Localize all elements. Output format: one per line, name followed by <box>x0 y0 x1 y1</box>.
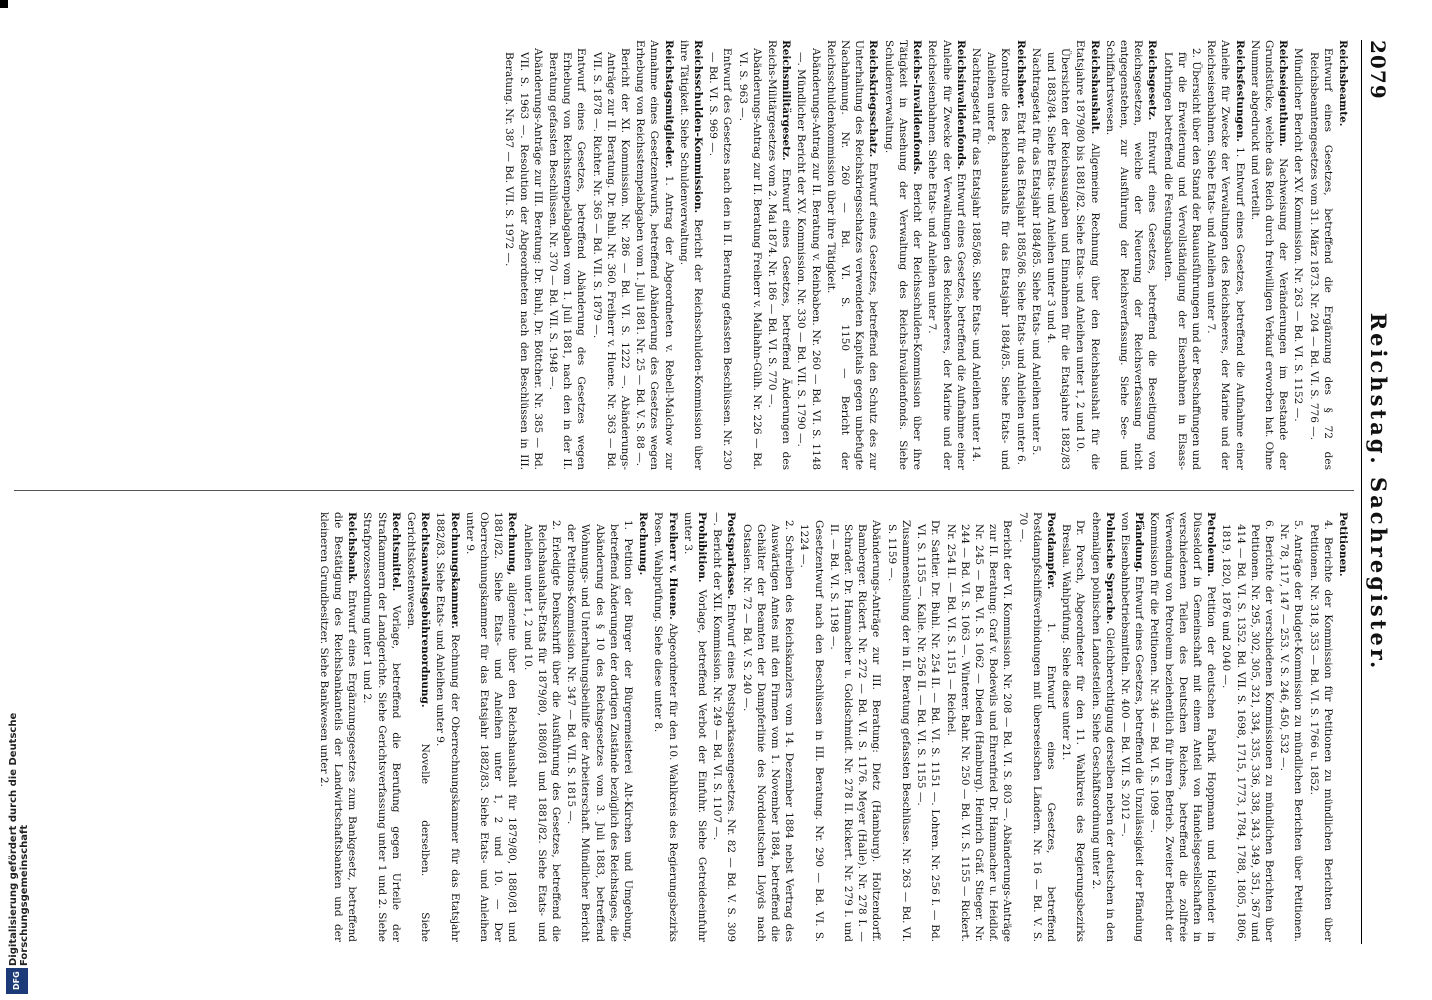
entry-keyword: Reichseigenthum. <box>1277 40 1290 147</box>
column-divider <box>14 490 1354 491</box>
register-entry <box>1073 40 1101 470</box>
entry-keyword: Reichshaushalt. <box>1088 40 1101 135</box>
entry-keyword: Reichskriegsschatz. <box>867 40 880 158</box>
entry-keyword: Reichsbank. <box>346 512 359 585</box>
entry-text: Novelle derselben. Siehe Gerichtskostenwesen. <box>405 512 432 942</box>
entry-text: Entwurf eines Gesetzes, betreffend Abänderung des Gesetzes wegen Erhebung von Reichsstempelabgaben vom 1. Juli 1881, nach den in der II. Beratung gefassten Beschlüssen. Nr. 370 — Bd. VII. S. 1948 —. <box>547 48 588 470</box>
left-column <box>15 40 1350 470</box>
entry-keyword: Reichsschulden-Kommission. <box>692 40 705 214</box>
page-title: Reichstag. Sachregister. <box>1366 312 1391 672</box>
page-header <box>1361 40 1394 944</box>
register-entry <box>636 512 650 942</box>
register-entry <box>710 512 738 942</box>
register-entry <box>1336 40 1350 470</box>
footer-credit: Digitalisierung gefördert durch die Deutsche Forschungsgemeinschaft <box>8 712 30 966</box>
register-entry <box>677 40 705 470</box>
entry-text: 1. Entwurf eines Gesetzes, betreffend die Aufnahme einer Anleihe für Zwecke der Verwaltungen des Reichsheeres, der Marine und der Reichseisenbahnen. Siehe Etats- und Anleihen unter 7. <box>1205 40 1246 470</box>
register-entry <box>1336 512 1350 942</box>
register-entry <box>794 40 822 470</box>
register-entry <box>1088 512 1116 942</box>
entry-text: Abänderungs-Anträge zur III. Beratung: Dietz (Hamburg). Holtzendorff. Bamberger. Rickert. Nr. 272 — Bd. VI. S. 1176. Meyer (Halle). Nr. 278 I. — Schrader. Dr. Hammacher u. Goldschmidt. Nr. 278 II. Rickert. Nr. 279 I. und II. — Bd. VI. S. 1198 —. <box>827 520 883 942</box>
entry-text: Abgeordneter für den 10. Wahlkreis des Regierungsbezirks Posen. Wahlprüfung. Siehe diese unter 8. <box>652 512 679 942</box>
register-entry <box>651 512 679 942</box>
entry-text: Kontrolle des Reichshaushalts für das Etatsjahr 1884/85. Siehe Etats- und Anleihen unter 8. <box>985 48 1012 470</box>
entry-text: 1. Entwurf eines Gesetzes, betreffend Postdampfschiffsverbindungen mit überseeischen Ländern. Nr. 16 — Bd. V. S. 70 —. <box>1016 512 1057 942</box>
register-entry <box>502 40 545 470</box>
register-entry <box>564 512 635 942</box>
register-entry <box>1044 40 1072 470</box>
entry-keyword: Rechtsmittel. <box>389 512 402 592</box>
entry-text: Übersichten der Reichsausgaben und Einnahmen für die Etatsjahre 1882/83 und 1883/84. Siehe Etats- und Anleihen unter 3 und 4. <box>1044 48 1072 470</box>
entry-text: Vorlage, betreffend Verbot der Einfuhr. Siehe Getreideeinfuhr unter 3. <box>681 512 709 942</box>
entry-text: 5. Anträge der Budget-Kommission zu mündlichen Berichten über Petitionen. Nr. 78, 117, 147 — 253. V. S. 246, 450, 532 —. <box>1278 520 1305 942</box>
register-entry <box>1013 40 1027 470</box>
register-entry <box>1204 40 1247 470</box>
register-entry <box>1118 512 1146 942</box>
entry-text: Zusammenstellung der in II. Beratung gefassten Beschlüsse. Nr. 263 — Bd. VI. S. 1159 —. <box>885 520 912 942</box>
entry-text: allgemeine über den Reichshaushalt für 1879/80, 1880/81 und 1881/82. Siehe Etats- und Anleihen unter 1, 2 und 10. — Der Oberrechnungskammer für das Etatsjahr 1882/83. Siehe Etats- und Anleihen unter 9. <box>463 512 519 942</box>
page-number: 2079 <box>1366 40 1390 100</box>
entry-keyword: Prohibition. <box>696 512 709 583</box>
entry-text: Entwurf eines Postsparkassengesetzes. Nr. 82 — Bd. V. S. 309 —. Bericht der XII. Kommission. Nr. 249 — Bd. VI. S. 1107 —. <box>711 512 738 942</box>
register-entry <box>589 40 632 470</box>
register-entry <box>1059 512 1087 942</box>
entry-text: Entwurf eines Gesetzes, betreffend die Unzulässigkeit der Pfändung von Eisenbahnbetriebsmitteln. Nr. 400 — Bd. VII. S. 2012 —. <box>1118 512 1146 942</box>
register-entry <box>885 512 913 942</box>
entry-text: Nachweisung der Veränderungen im Bestande der Grundstücke, welche das Reich durch freiwilligen Verkauf erworben hat. Ohne Nummer abgedruckt und verteilt. <box>1248 40 1290 470</box>
register-entry <box>360 512 403 942</box>
entry-keyword: Reichsbeamte. <box>1337 40 1349 127</box>
register-entry <box>797 512 825 942</box>
entry-text: Petition der deutschen Fabrik Hoppmann und Hollender in Düsseldorf in Gemeinschaft mit einem Anteil von Handelsgesellschaften in verschiedenen Teilen des Deutschen Reiches, betreffend die zollfreie Verwendung von Petroleum beziehentlich für ihren Betrieb. Zweiter Bericht der Kommission für die Petitionen. Nr. 346 — Bd. VI. S. 1098 —. <box>1148 512 1218 942</box>
register-entry <box>1103 40 1160 470</box>
entry-keyword: Petroleum. <box>1205 512 1218 577</box>
entry-keyword: Reichsgesetz. <box>1146 40 1159 121</box>
entry-text: Nachtragsetat für das Etatsjahr 1884/85. Siehe Etats- und Anleihen unter 5. <box>1029 48 1042 456</box>
register-entry <box>681 512 709 942</box>
entry-keyword: Freiherr v. Huene. <box>666 512 679 620</box>
entry-text: 2. Übersicht über den Stand der Bauausführungen und der Beschaffungen und für die Erweiterung und Vervollständigung der Eisenbahnen in Elsass-Lothringen betreffend die Festungsbauten. <box>1161 48 1202 470</box>
entry-keyword: Pfändung. <box>1133 512 1146 573</box>
register-entry <box>1147 512 1218 942</box>
register-entry <box>984 40 1012 470</box>
register-entry <box>1306 40 1334 470</box>
register-entry <box>914 512 942 942</box>
entry-text: 1. Antrag der Abgeordneten v. Rebell-Malchow zur Annahme eines Gesetzentwurfs, betreffend Abänderung des Gesetzes wegen Erhebung von Reichsstempelabgaben vom 1. Juli 1881. Nr. 25 — Bd. V. S. 88 —. <box>634 40 675 470</box>
register-entry <box>520 512 563 942</box>
entry-text: Abänderungs-Anträge zur III. Beratung: Dr. Buhl, Dr. Böttcher. Nr. 385 — Bd. VII. S. 1963 —. Resolution der Abgeordneten nach den Beschlüssen in III. Beratung. Nr. 387 — Bd. VII. S. 1972 —. <box>503 48 544 470</box>
entry-keyword: Reichsfestungen. <box>1233 40 1246 142</box>
entry-text: Rechnung der Oberrechnungskammer für das Etatsjahr 1882/83. Siehe Etats- und Anleihen unter 9. <box>434 512 461 942</box>
entry-text: Entwurf eines Gesetzes, betreffend die Beseitigung von Reichsgesetzen, welche der Neuerung der Reichsverfassung nicht entgegenstehen, zur Ausführung der Reichsverfassung. Siehe See- und Schiffahrtswesen. <box>1103 40 1159 470</box>
entry-keyword: Rechnung, <box>506 512 519 576</box>
register-entry <box>1015 512 1058 942</box>
entry-text: 6. Berichte der verschiedenen Kommissionen zu mündlichen Berichten über Petitionen. Nr. 295, 302, 305, 321, 334, 335, 336, 338, 343, 349, 351, 367 und 414 — Bd. VI. S. 1352. Bd. VII. S. 1698, 1715, 1773, 1784, 1788, 1805, 1806, 1819, 1820, 1876 und 2040 —. <box>1220 520 1275 942</box>
entry-text: Mündlicher Bericht der XV. Kommission. Nr. 263 — Bd. VI. S. 1152 —. <box>1292 48 1305 422</box>
entry-text: Bericht der VI. Kommission. Nr. 208 — Bd. VI. S. 803 —. Abänderungs-Anträge zur II. Beratung: Graf v. Bodewils und Ehrenfried Dr. Hammacher u. Heidlof. Nr. 245 — Bd. VI. S. 1062 — Dieden (Hamburg). Heinrich Gräf. Stieger. Nr. 244 — Bd. VI. S. 1063 —. Winterer. Bahr. Nr. 250 — Bd. VI. S. 1155 — Rickert. Nr. 254 II. — Bd. VI. S. 1151 — Reichel. <box>944 520 1014 942</box>
register-entry <box>1306 512 1334 942</box>
register-entry <box>317 512 360 942</box>
entry-text: Gleichberechtigung derselben neben der deutschen in den ehemaligen polnischen Landesteilen. Siehe Geschäftsordnung unter 2. <box>1089 512 1116 942</box>
entry-text: 1. Petition der Bürger der Bürgermeisterei Alt-Kirchen und Umgebung, betreffend Änderungen der dortigen Zustände bezüglich des Reichstages, die Abänderung des § 10 des Reichsgesetzes vom 3. Juli 1883, betreffend Wohnungs- und Unterhaltungsbeihilfe der Arbeiterschaft. Mündlicher Bericht der Petitions-Kommission. Nr. 347 — Bd. VII. S. 1815 —. <box>565 520 635 942</box>
entry-text: Nachtragsetat für das Etatsjahr 1885/86. Siehe Etats- und Anleihen unter 14. <box>969 48 982 463</box>
entry-text: Abänderungs-Antrag zur II. Beratung Freiherr v. Malhahn-Gülh. Nr. 226 — Bd. VI. S. 963 —. <box>736 48 763 470</box>
register-entry <box>925 40 968 470</box>
register-entry <box>735 40 763 470</box>
entry-text: 4. Berichte der Kommission für Petitionen zu mündlichen Berichten über Petitionen. Nr. 318, 353 — Bd. VI. S. 1766 u. 1852. <box>1307 520 1334 942</box>
entry-text: Entwurf eines Gesetzes, betreffend die Aufnahme einer Anleihe für Zwecke der Verwaltungen des Reichsheeres, der Marine und der Reichseisenbahnen. Siehe Etats- und Anleihen unter 7. <box>926 40 967 470</box>
entry-keyword: Postsparkasse. <box>725 512 738 600</box>
entry-keyword: Petitionen. <box>1337 512 1349 577</box>
entry-keyword: Reichsinvalidenfonds. <box>954 40 967 170</box>
entry-keyword: Reichsmilitärgesetz. <box>780 40 793 161</box>
entry-text: Bericht der XI. Kommission. Nr. 286 — Bd. VI. S. 1222 —. Abänderungs-Anträge zur II. Beratung. Dr. Buhl. Nr. 360. Freiherr v. Huene. Nr. 363 — Bd. VII. S. 1878 —. Richter. Nr. 365 — Bd. VII. S. 1879 —. <box>590 48 632 470</box>
entry-text: Entwurf eines Gesetzes, betreffend den Schutz des zur Unterhaltung des Reichskriegsschatzes verwendeten Kapitals gegen unbefugte Nachahmung. Nr. 260 — Bd. VI. S. 1150 — Bericht der Reichsschuldenkommission über ihre Tätigkeit. <box>824 40 880 470</box>
digitization-footer <box>2 0 30 1000</box>
entry-text: Entwurf des Gesetzes nach den in II. Beratung gefassten Beschlüssen. Nr. 230 — Bd. VI. S. 969 —. <box>707 48 734 470</box>
register-entry <box>433 512 461 942</box>
entry-text: Entwurf eines Gesetzes, betreffend die Ergänzung des § 72 des Reichsbeamtengesetzes vom 31. März 1873. Nr. 204 — Bd. VI. S. 776 —. <box>1307 48 1334 470</box>
register-entry <box>969 40 983 470</box>
register-entry <box>1277 512 1305 942</box>
entry-text: Etat für das Etatsjahr 1885/86. Siehe Etats- und Anleihen unter 6. <box>1014 111 1027 465</box>
register-entry <box>1248 40 1291 470</box>
register-entry <box>546 40 589 470</box>
register-entry <box>824 40 881 470</box>
register-entry <box>943 512 1014 942</box>
entry-text: Gesetzentwurf nach den Beschlüssen in III. Beratung. Nr. 290 — Bd. VI. S. 1224 —. <box>798 520 825 942</box>
entry-text: Vorlage, betreffend die Berufung gegen Urteile der Strafkammern der Landgerichte. Siehe Gerichtsverfassung unter 1 und 2. Siehe Strafprozessordnung unter 1 und 2. <box>361 512 402 942</box>
entry-text: Dr. Sattler. Dr. Buhl. Nr. 254 II. — Bd. VI. S. 1151 —. Lohren. Nr. 256 I. — Bd. VI. S. 1155 —. Kalle. Nr. 256 II. — Bd. VI. S. 1155 —. <box>915 520 942 942</box>
entry-keyword: Rechnungskammer. <box>448 512 461 629</box>
entry-keyword: Reichstagsmitglieder. <box>662 40 675 169</box>
entry-text: 2. Schreiben des Reichskanzlers vom 14. Dezember 1884 nebst Vertrag des Auswärtigen Amtes mit den Firmen vom 1. November 1884, betreffend die Gehälter der Beamten der Dampferlinie des Norddeutschen Lloyds nach Ostasien. Nr. 72 — Bd. V. S. 240 —. <box>740 520 796 942</box>
entry-text: Bericht der Reichsschulden-Kommission über ihre Tätigkeit. Siehe Schuldenverwaltung. <box>677 40 705 470</box>
entry-keyword: Reichsheer. <box>1014 40 1027 109</box>
entry-keyword: Polnische Sprache. <box>1103 512 1116 625</box>
register-entry <box>1291 40 1305 470</box>
entry-keyword: Rechtsanwaltsgebührenordnung. <box>419 512 432 708</box>
right-column <box>15 512 1350 942</box>
entry-text: 2. Erledigte Denkschrift über die Ausführung des Gesetzes, betreffend die Reichshaushalts-Etats für 1879/80, 1880/81 und 1881/82. Siehe Etats- und Anleihen unter 1, 2 und 10. <box>521 520 563 942</box>
register-entry <box>827 512 884 942</box>
register-entry <box>463 512 520 942</box>
entry-text: Abänderungs-Antrag zur II. Beratung v. Reinbaben. Nr. 260 — Bd. VI. S. 1148 —. Mündlicher Bericht der XV. Kommission. Nr. 330 — Bd. VII. S. 1790 —. <box>795 48 822 470</box>
register-entry <box>1160 40 1203 470</box>
entry-text: Dr. Porsch, Abgeordneter für den 11. Wahlkreis des Regierungsbezirks Breslau. Wahlprüfung. Siehe diese unter 21. <box>1060 520 1087 942</box>
register-entry <box>739 512 796 942</box>
entry-keyword: Reichs-Invalidenfonds. <box>911 40 924 175</box>
register-entry <box>633 40 676 470</box>
entry-text: Bericht der Reichsschulden-Kommission über ihre Tätigkeit in Ansehung der Verwaltung des Reichs-Invalidenfonds. Siehe Schuldenverwaltung. <box>882 40 924 470</box>
entry-text: Entwurf eines Ergänzungsgesetzes zum Bankgesetz, betreffend die Bestätigung des Reichsbankanteils der Landwirtschaftsbanken und der kleineren Grundbesitzer. Siehe Bankwesen unter 2. <box>317 512 359 942</box>
entry-keyword: Rechnung. <box>637 512 650 576</box>
entry-text: Allgemeine Rechnung über den Reichshaushalt für die Etatsjahre 1879/80 bis 1881/82. Siehe Etats- und Anleihen unter 1, 2 und 10. <box>1074 40 1101 470</box>
register-entry <box>404 512 432 942</box>
entry-text: Entwurf eines Gesetzes, betreffend Änderungen des Reichs-Militärgesetzes vom 2. Mai 1874. Nr. 186 — Bd. VI. S. 770 —. <box>766 40 793 470</box>
register-entry <box>765 40 793 470</box>
register-entry <box>706 40 734 470</box>
register-entry <box>1219 512 1276 942</box>
register-entry <box>1029 40 1043 470</box>
dfg-logo-icon: DFG <box>6 968 28 994</box>
register-entry <box>882 40 925 470</box>
entry-keyword: Postdampfer. <box>1044 512 1057 590</box>
